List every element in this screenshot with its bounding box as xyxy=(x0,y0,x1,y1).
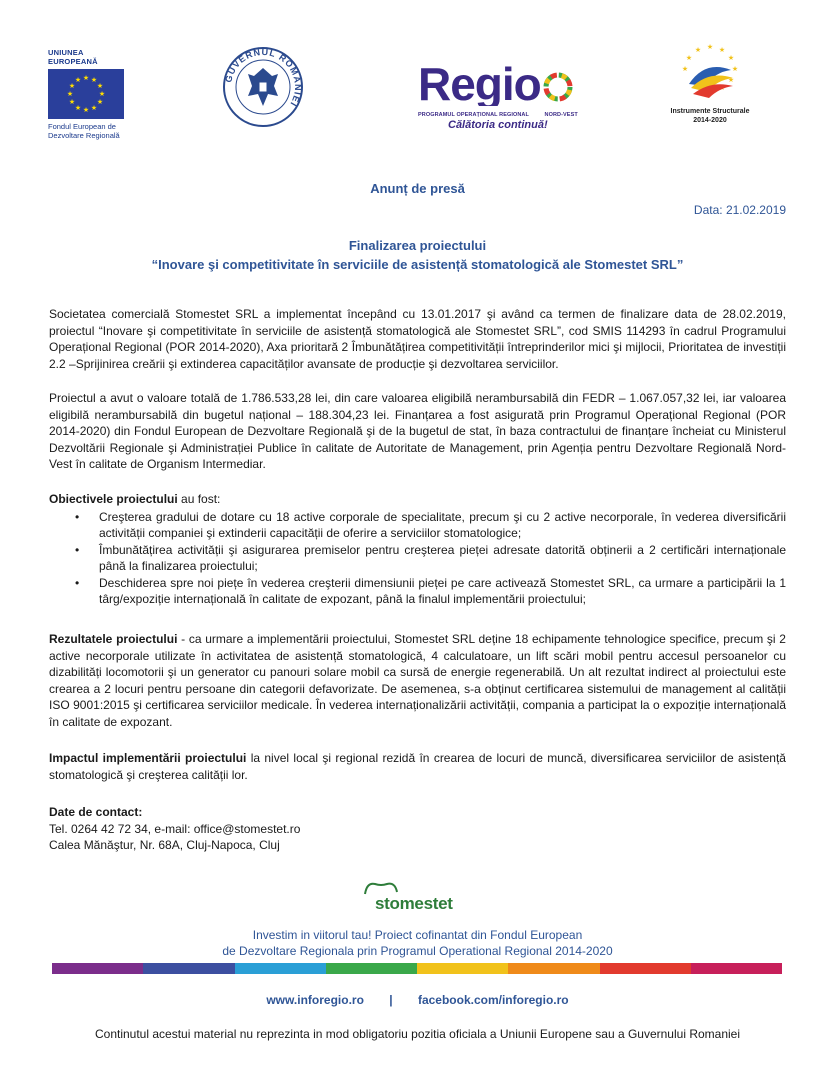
regio-tagline: Călătoria continuă! xyxy=(448,119,548,131)
color-bar-segment xyxy=(417,963,508,974)
svg-text:★: ★ xyxy=(90,104,98,112)
contact-phone-email: Tel. 0264 42 72 34, e-mail: office@stomestet.ro xyxy=(49,821,301,836)
svg-text:★: ★ xyxy=(82,106,90,114)
color-bar xyxy=(52,963,782,974)
stomestet-logo xyxy=(355,880,485,916)
eu-logo-caption: Fondul European de Dezvoltare Regională xyxy=(48,122,120,140)
svg-text:★: ★ xyxy=(74,104,82,112)
guvern-seal-text: GUVERNUL ROMÂNIEI xyxy=(223,46,304,109)
contact-address: Calea Mănăştur, Nr. 68A, Cluj-Napoca, Cluj xyxy=(49,838,280,852)
svg-text:★: ★ xyxy=(68,98,76,106)
color-bar-segment xyxy=(326,963,417,974)
svg-text:★: ★ xyxy=(694,46,702,54)
eu-logo-title: UNIUNEA EUROPEANĂ xyxy=(48,48,98,66)
inforegio-website-link[interactable]: www.inforegio.ro xyxy=(266,993,364,1007)
project-title-line-1: Finalizarea proiectului xyxy=(348,238,487,253)
color-bar-segment xyxy=(600,963,691,974)
project-title-line-2: “Inovare şi competitivitate în serviciile de asistență stomatologică ale Stomestet SRL” xyxy=(151,257,684,272)
instrumente-structurale-logo xyxy=(660,40,760,135)
eu-logo xyxy=(48,48,130,140)
svg-text:★: ★ xyxy=(731,65,739,73)
objectives-list xyxy=(49,509,786,608)
svg-text:★: ★ xyxy=(74,76,82,84)
color-bar-segment xyxy=(235,963,326,974)
list-item: • Îmbunătățirea activității şi asigurarea premiselor pentru creşterea pieței adresate datorită obținerii a 2 certificări internaționale până la finalizarea proiectului; xyxy=(49,542,786,575)
list-item: • Creşterea gradului de dotare cu 18 active corporale de specialitate, precum şi cu 2 active necorporale, în vederea diversificării activității companiei şi extinderii capacității de oferire a serviciilor stomatologice; xyxy=(49,509,786,542)
svg-text:★: ★ xyxy=(96,98,104,106)
svg-text:★: ★ xyxy=(82,74,90,82)
svg-text:★: ★ xyxy=(90,76,98,84)
objectives-section xyxy=(49,491,786,608)
link-separator: | xyxy=(389,993,393,1007)
contact-section xyxy=(49,804,786,854)
release-date: Data: 21.02.2019 xyxy=(693,203,786,217)
svg-text:★: ★ xyxy=(727,54,735,62)
stomestet-wordmark: stomestet xyxy=(375,894,453,913)
regio-wordmark: Regio xyxy=(418,60,541,106)
regio-wordmark-icon xyxy=(418,60,576,106)
svg-text:★: ★ xyxy=(718,46,726,54)
footer-links xyxy=(0,993,835,1007)
regio-program-label: PROGRAMUL OPERAȚIONAL REGIONAL NORD-VEST xyxy=(418,112,578,118)
svg-text:★: ★ xyxy=(66,90,74,98)
logo-strip xyxy=(0,40,835,140)
color-bar-segment xyxy=(52,963,143,974)
financing-paragraph: Proiectul a avut o valoare totală de 1.786.533,28 lei, din care valoarea eligibilă nerambursabilă din FEDR – 1.067.057,32 lei, iar valoarea eligibilă nerambursabilă din bugetul național – 188.304,23 lei. Finanțarea a fost asigurată prin Programul Operațional Regional (POR 2014-2020) din Fondul European de Dezvoltare Regională şi de la bugetul de stat, în baza contractului de finanțare încheiat cu Ministerul Dezvoltării Regionale şi Administrației Publice în calitate de Autoritate de Management, prin Agenția pentru Dezvoltare Regională Nord-Vest în calitate de Organism Intermediar. xyxy=(49,391,786,471)
color-bar-segment xyxy=(143,963,234,974)
press-release-heading: Anunț de presă xyxy=(370,181,465,196)
svg-text:★: ★ xyxy=(685,54,693,62)
regio-logo xyxy=(418,60,578,140)
svg-text:★: ★ xyxy=(706,43,714,51)
svg-text:★: ★ xyxy=(98,90,106,98)
instrumente-structurale-caption: Instrumente Structurale 2014-2020 xyxy=(670,108,750,124)
contact-heading: Date de contact: xyxy=(49,805,143,819)
guvernul-romaniei-seal-icon xyxy=(222,46,304,128)
intro-paragraph: Societatea comercială Stomestet SRL a implementat începând cu 13.01.2017 şi având ca termen de finalizare data de 28.02.2019, proiectul “Inovare şi competitivitate în serviciile de asistență stomatologică ale Stomestet SRL”, cod SMIS 114293 în cadrul Programului Operațional Regional (POR 2014-2020), Axa prioritară 2 Îmbunătățirea competitivității întreprinderilor mici şi mijlocii, Prioritatea de investiții 2.2 –Sprijinirea creării şi extinderea capacităților avansate de producție şi dezvoltarea serviciilor. xyxy=(49,307,786,371)
objectives-heading: Obiectivele proiectului au fost: xyxy=(49,492,221,506)
disclaimer: Continutul acestui material nu reprezinta in mod obligatoriu pozitia oficiala a Uniunii Europene sau a Guvernului Romaniei xyxy=(94,1027,741,1041)
inforegio-facebook-link[interactable]: facebook.com/inforegio.ro xyxy=(417,993,569,1007)
color-bar-segment xyxy=(508,963,599,974)
results-paragraph: Rezultatele proiectului - ca urmare a implementării proiectului, Stomestet SRL deține 18 echipamente tehnologice specifice, precum şi 2 active necorporale utilizate în activitatea de asistență stomatologică, 4 calculatoare, un lift scări mobil pentru accesul persoanelor cu dizabilități locomotorii şi un generator cu panouri solare mobil ca sursă de energie regenerabilă. Un alt rezultat indirect al proiectului este crearea a 2 locuri pentru persoane din categorii defavorizate. De asemenea, s-a obținut certificarea sistemului de management al calității ISO 9001:2015 şi certificarea serviciilor medicale. În vederea internaționalizării activității, compania a participat la o expoziție internațională în calitate de expozant. xyxy=(49,632,786,729)
impact-paragraph: Impactul implementării proiectului la nivel local şi regional rezidă în crearea de locuri de muncă, diversificarea serviciilor de asistență stomatologică şi creşterea calității lor. xyxy=(49,751,786,782)
svg-text:★: ★ xyxy=(68,82,76,90)
eu-flag-icon xyxy=(48,69,124,119)
color-bar-segment xyxy=(691,963,782,974)
cofinancing-note: Investim in viitorul tau! Proiect cofinantat din Fondul European de Dezvoltare Regionala prin Programul Operational Regional 2014-2020 xyxy=(222,928,613,958)
project-title xyxy=(0,236,835,274)
svg-text:★: ★ xyxy=(96,82,104,90)
list-item: • Deschiderea spre noi piețe în vederea creşterii dimensiunii pieței pe care activează Stomestet SRL, ca urmare a participării la 1 târg/expoziție internațională în calitate de expozant, până la finalul implementării proiectului; xyxy=(49,575,786,608)
instrumente-structurale-icon xyxy=(675,40,745,102)
svg-text:★: ★ xyxy=(727,76,735,84)
svg-text:★: ★ xyxy=(681,65,689,73)
